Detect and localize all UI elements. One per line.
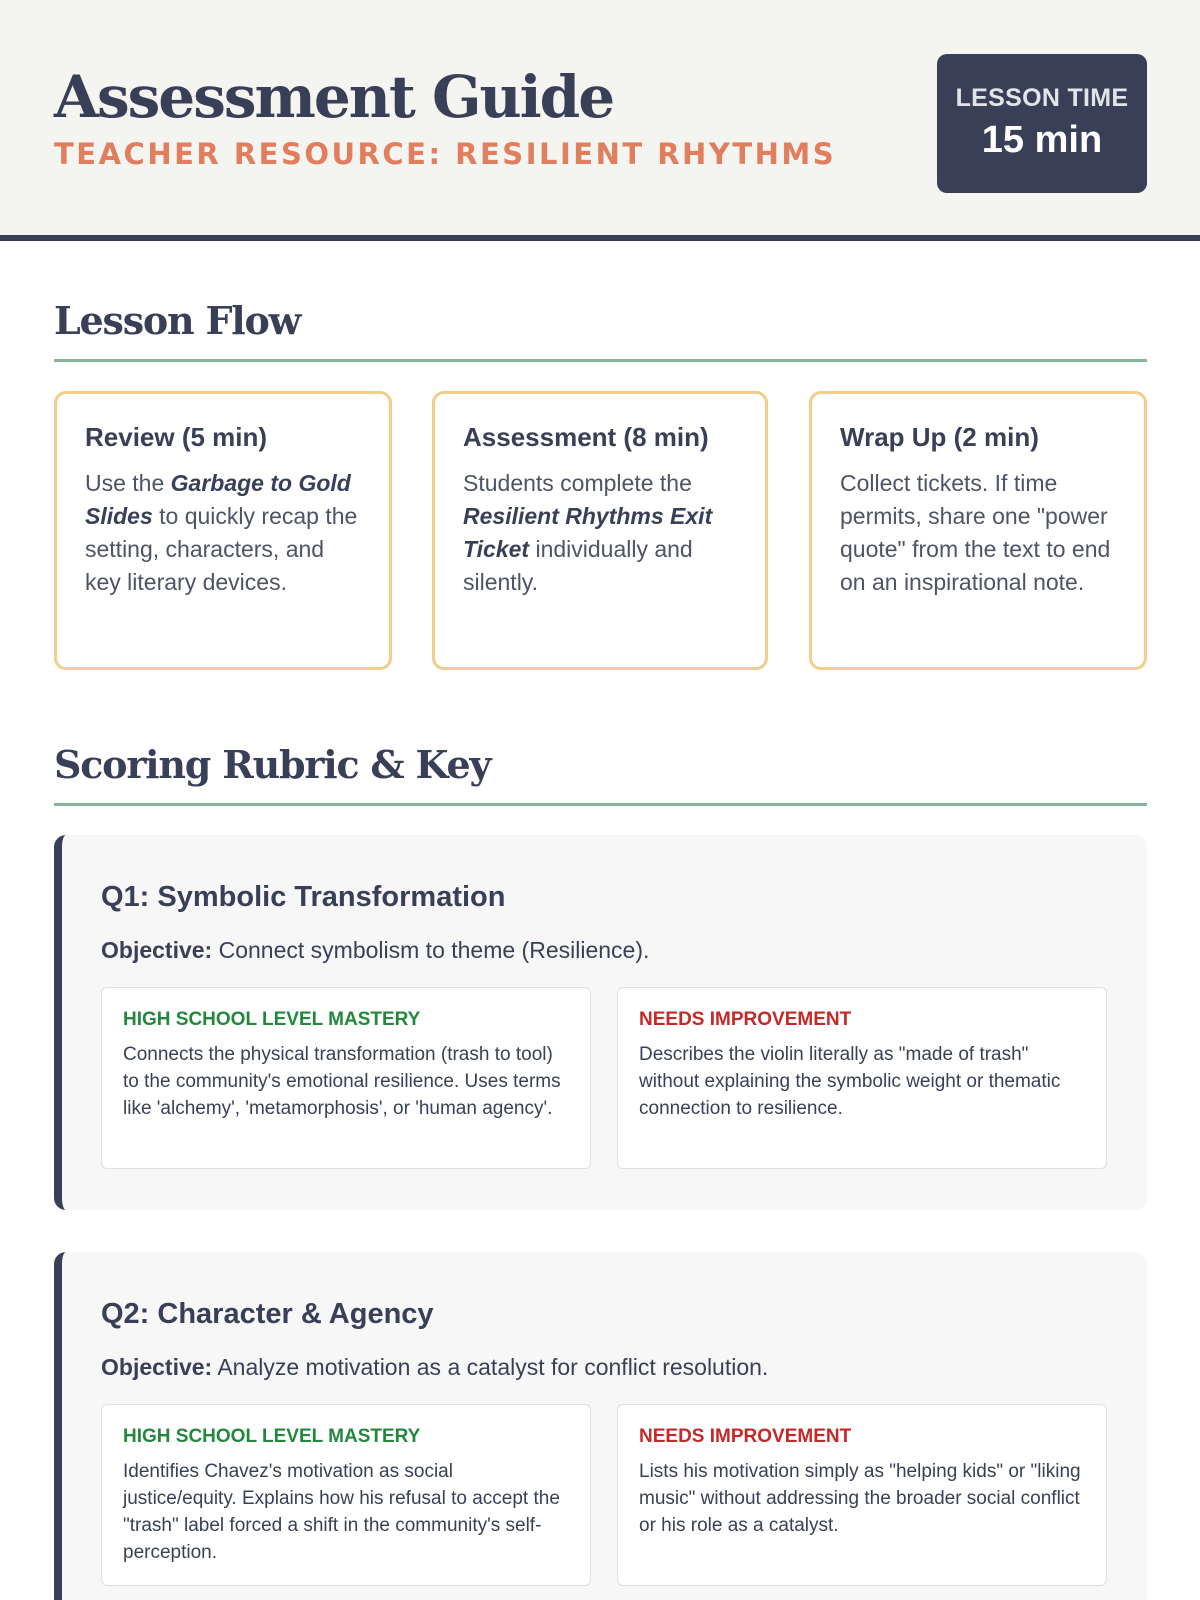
flow-card-title: Wrap Up (2 min) [840,422,1039,452]
page-title: Assessment Guide [54,63,614,131]
lesson-time-badge [937,54,1147,193]
mastery-text: Identifies Chavez's motivation as social justice/equity. Explains how his refusal to accept the "trash" label forced a shift in the community's self-perception. [123,1461,560,1563]
lesson-time-label: LESSON TIME [955,84,1129,112]
flow-card-assessment [432,391,768,670]
needs-improvement-box [617,1404,1107,1586]
flow-card-text: Use the Garbage to Gold Slides to quickly recap the setting, characters, and key literary devices. [85,470,358,595]
question-objective: Objective: Analyze motivation as a catalyst for conflict resolution. [101,1354,769,1380]
needs-improvement-label: NEEDS IMPROVEMENT [639,1009,852,1030]
needs-improvement-box [617,987,1107,1169]
rubric-question-card [54,835,1147,1210]
needs-improvement-text: Describes the violin literally as "made of trash" without explaining the symbolic weight or thematic connection to resilience. [639,1044,1061,1119]
mastery-box [101,1404,591,1586]
mastery-text: Connects the physical transformation (trash to tool) to the community's emotional resilience. Uses terms like 'alchemy', 'metamorphosis', or 'human agency'. [123,1044,561,1119]
needs-improvement-label: NEEDS IMPROVEMENT [639,1426,852,1447]
page-header [0,0,1200,241]
flow-card-wrap-up [809,391,1147,670]
flow-card-title: Review (5 min) [85,422,268,452]
rubric-question-card [54,1252,1147,1600]
page-subtitle: TEACHER RESOURCE: RESILIENT RHYTHMS [54,137,837,171]
rubric-heading: Scoring Rubric & Key [54,742,1147,806]
resource-name: Resilient Rhythms Exit Ticket [463,503,713,562]
mastery-label: HIGH SCHOOL LEVEL MASTERY [123,1009,421,1030]
flow-card-text: Collect tickets. If time permits, share one "power quote" from the text to end on an inspirational note. [840,470,1111,595]
mastery-label: HIGH SCHOOL LEVEL MASTERY [123,1426,421,1447]
flow-card-text: Students complete the Resilient Rhythms Exit Ticket individually and silently. [463,470,713,595]
question-objective: Objective: Connect symbolism to theme (Resilience). [101,937,650,963]
question-title: Q2: Character & Agency [101,1298,434,1330]
flow-card-review [54,391,392,670]
lesson-flow-heading: Lesson Flow [54,298,1147,362]
lesson-time-value: 15 min [981,119,1103,161]
flow-card-title: Assessment (8 min) [463,422,709,452]
resource-name: Garbage to Gold Slides [85,470,351,529]
question-title: Q1: Symbolic Transformation [101,881,506,913]
mastery-box [101,987,591,1169]
needs-improvement-text: Lists his motivation simply as "helping kids" or "liking music" without addressing the broader social conflict or his role as a catalyst. [639,1461,1081,1536]
